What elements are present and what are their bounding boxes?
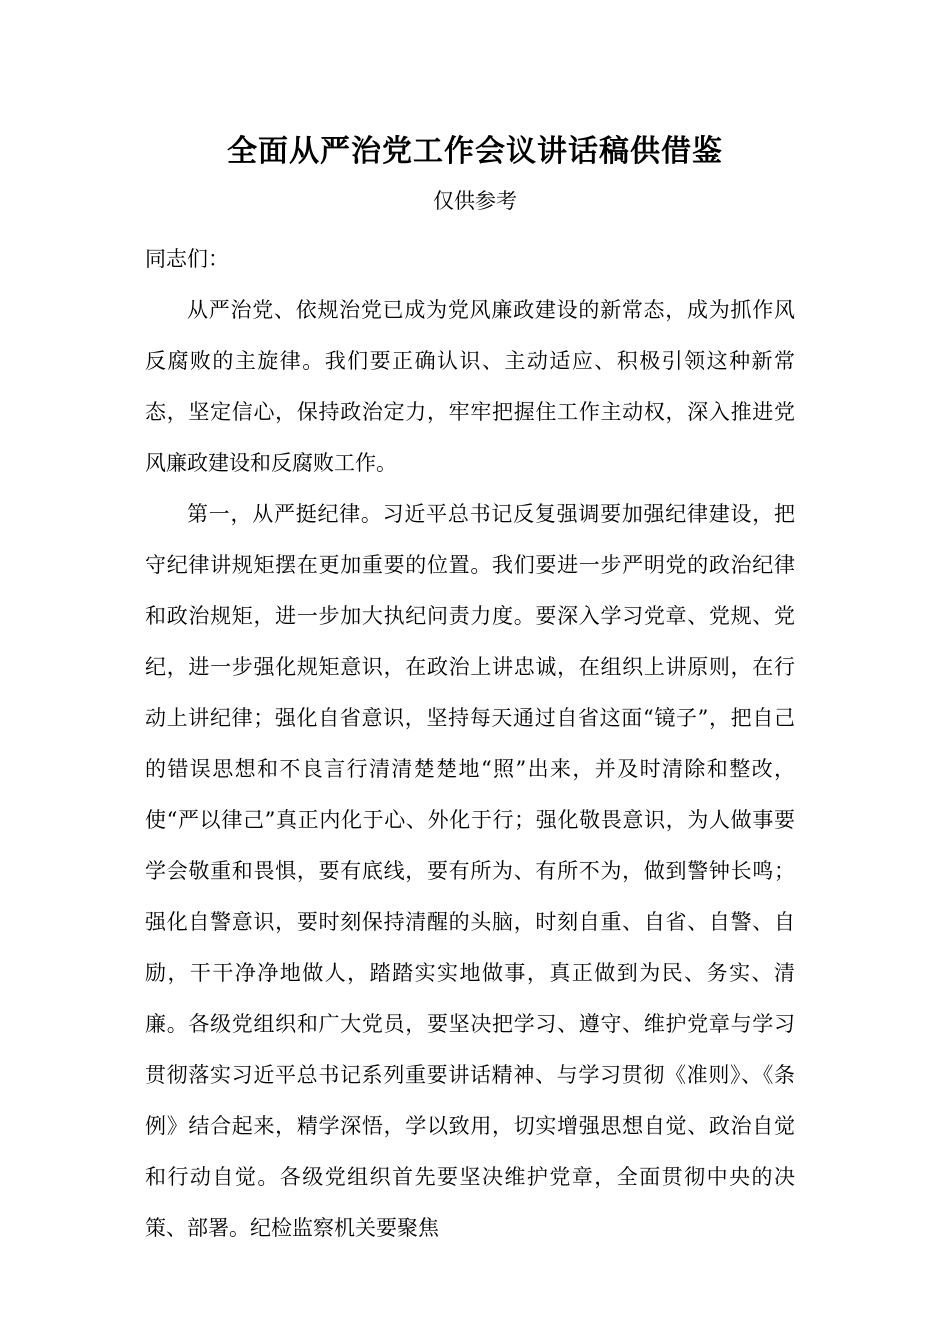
paragraph-intro: 从严治党、依规治党已成为党风廉政建设的新常态，成为抓作风反腐败的主旋律。我们要正确认识、主动适应、积极引领这种新常态，坚定信心，保持政治定力，牢牢把握住工作主动权，深入推进党风廉政建设和反腐败工作。 — [145, 298, 795, 475]
document-body — [145, 234, 795, 1254]
document-subtitle: 仅供参考 — [433, 189, 517, 213]
paragraph-discipline: 第一，从严挺纪律。习近平总书记反复强调要加强纪律建设，把守纪律讲规矩摆在更加重要的位置。我们要进一步严明党的政治纪律和政治规矩，进一步加大执纪问责力度。要深入学习党章、党规、党纪，进一步强化规矩意识，在政治上讲忠诚，在组织上讲原则，在行动上讲纪律；强化自省意识，坚持每天通过自省这面“镜子”，把自己的错误思想和不良言行清清楚楚地“照”出来，并及时清除和整改，使“严以律己”真正内化于心、外化于行；强化敬畏意识，为人做事要学会敬重和畏惧，要有底线，要有所为、有所不为，做到警钟长鸣；强化自警意识，要时刻保持清醒的头脑，时刻自重、自省、自警、自励，干干净净地做人，踏踏实实地做事，真正做到为民、务实、清廉。各级党组织和广大党员，要坚决把学习、遵守、维护党章与学习贯彻落实习近平总书记系列重要讲话精神、与学习贯彻《准则》、《条例》结合起来，精学深悟，学以致用，切实增强思想自觉、政治自觉和行动自觉。各级党组织首先要坚决维护党章，全面贯彻中央的决策、部署。纪检监察机关要聚焦 — [145, 502, 795, 1240]
salutation: 同志们： — [145, 247, 229, 271]
document-title: 全面从严治党工作会议讲话稿供借鉴 — [227, 134, 723, 169]
